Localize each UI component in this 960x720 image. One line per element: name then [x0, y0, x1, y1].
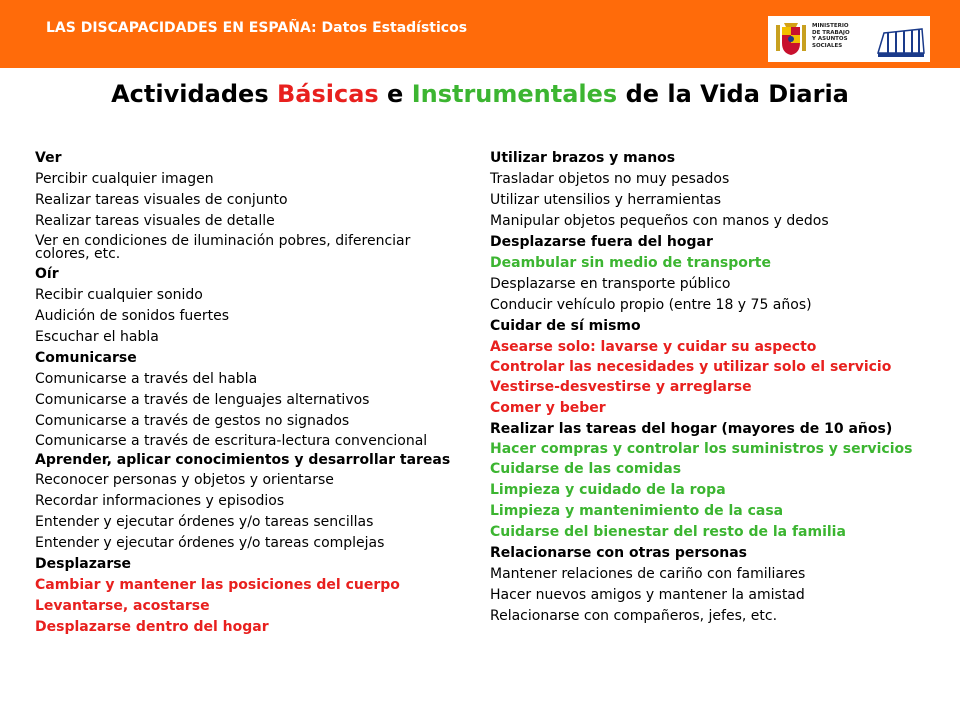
header-bar — [0, 0, 960, 68]
activity-item: Escuchar el habla — [35, 329, 159, 345]
left-activity-list — [35, 148, 467, 638]
category-heading: Oír — [35, 266, 59, 282]
category-heading: Desplazarse fuera del hogar — [490, 234, 713, 250]
activity-item: Limpieza y cuidado de la ropa — [490, 482, 726, 498]
activity-item: Cambiar y mantener las posiciones del cuerpo — [35, 577, 400, 593]
activity-item: Trasladar objetos no muy pesados — [490, 171, 730, 187]
activity-item: Comunicarse a través de gestos no signados — [35, 413, 350, 429]
activity-item: Manipular objetos pequeños con manos y dedos — [490, 213, 829, 229]
page-title — [0, 80, 960, 108]
activity-item: Deambular sin medio de transporte — [490, 255, 771, 271]
activity-item: Comunicarse a través de lenguajes alternativos — [35, 392, 370, 408]
title-word-rest: de la Vida Diaria — [625, 80, 849, 108]
activity-item: Percibir cualquier imagen — [35, 171, 214, 187]
activity-item: Desplazarse dentro del hogar — [35, 619, 269, 635]
ministry-name — [812, 23, 868, 49]
activity-item: Controlar las necesidades y utilizar solo el servicio — [490, 359, 892, 375]
category-heading: Ver — [35, 150, 62, 166]
activity-item: Entender y ejecutar órdenes y/o tareas sencillas — [35, 514, 374, 530]
activity-item: Limpieza y mantenimiento de la casa — [490, 503, 784, 519]
logos-panel — [768, 16, 930, 62]
activity-item: Audición de sonidos fuertes — [35, 308, 230, 324]
activity-item: Mantener relaciones de cariño con familiares — [490, 566, 806, 582]
activity-item: Asearse solo: lavarse y cuidar su aspecto — [490, 339, 817, 355]
title-word-e: e — [387, 80, 404, 108]
activity-item: Recibir cualquier sonido — [35, 287, 203, 303]
category-heading: Realizar las tareas del hogar (mayores de 10 años) — [490, 421, 893, 437]
right-activity-list — [490, 148, 955, 627]
activity-item: Entender y ejecutar órdenes y/o tareas complejas — [35, 535, 385, 551]
ministry-line: MINISTERIO — [812, 23, 849, 29]
activity-item: Levantarse, acostarse — [35, 598, 210, 614]
header-title: LAS DISCAPACIDADES EN ESPAÑA: Datos Estadísticos — [46, 20, 468, 36]
activity-item: Hacer compras y controlar los suministros y servicios — [490, 441, 913, 457]
ministry-line: DE TRABAJO — [812, 29, 850, 36]
title-word-instrumentales: Instrumentales — [411, 80, 618, 108]
activity-item: Comunicarse a través del habla — [35, 371, 258, 387]
activity-item: Comunicarse a través de escritura-lectura convencional — [35, 433, 428, 449]
activity-item: Vestirse-desvestirse y arreglarse — [490, 379, 752, 395]
activity-item: Recordar informaciones y episodios — [35, 493, 285, 509]
coat-of-arms-icon — [774, 21, 808, 57]
category-heading: Utilizar brazos y manos — [490, 150, 676, 166]
ministry-line: Y ASUNTOS SOCIALES — [812, 36, 848, 49]
activity-item: Hacer nuevos amigos y mantener la amistad — [490, 587, 805, 603]
category-heading: Cuidar de sí mismo — [490, 318, 641, 334]
activity-item: Desplazarse en transporte público — [490, 276, 731, 292]
imserso-logo-icon — [874, 19, 928, 59]
title-word-basicas: Básicas — [276, 80, 379, 108]
activity-item: Utilizar utensilios y herramientas — [490, 192, 722, 208]
activity-item: Conducir vehículo propio (entre 18 y 75 años) — [490, 297, 812, 313]
activity-item: Ver en condiciones de iluminación pobres, diferenciar colores, etc. — [35, 233, 411, 262]
category-heading: Comunicarse — [35, 350, 137, 366]
activity-item: Cuidarse del bienestar del resto de la familia — [490, 524, 846, 540]
category-heading: Aprender, aplicar conocimientos y desarrollar tareas — [35, 452, 451, 468]
category-heading: Desplazarse — [35, 556, 132, 572]
activity-item: Reconocer personas y objetos y orientarse — [35, 472, 334, 488]
activity-item: Comer y beber — [490, 400, 606, 416]
title-word-actividades: Actividades — [111, 80, 269, 108]
activity-item: Realizar tareas visuales de conjunto — [35, 192, 288, 208]
category-heading: Relacionarse con otras personas — [490, 545, 748, 561]
activity-item: Cuidarse de las comidas — [490, 461, 682, 477]
activity-item: Relacionarse con compañeros, jefes, etc. — [490, 608, 778, 624]
activity-item: Realizar tareas visuales de detalle — [35, 213, 275, 229]
